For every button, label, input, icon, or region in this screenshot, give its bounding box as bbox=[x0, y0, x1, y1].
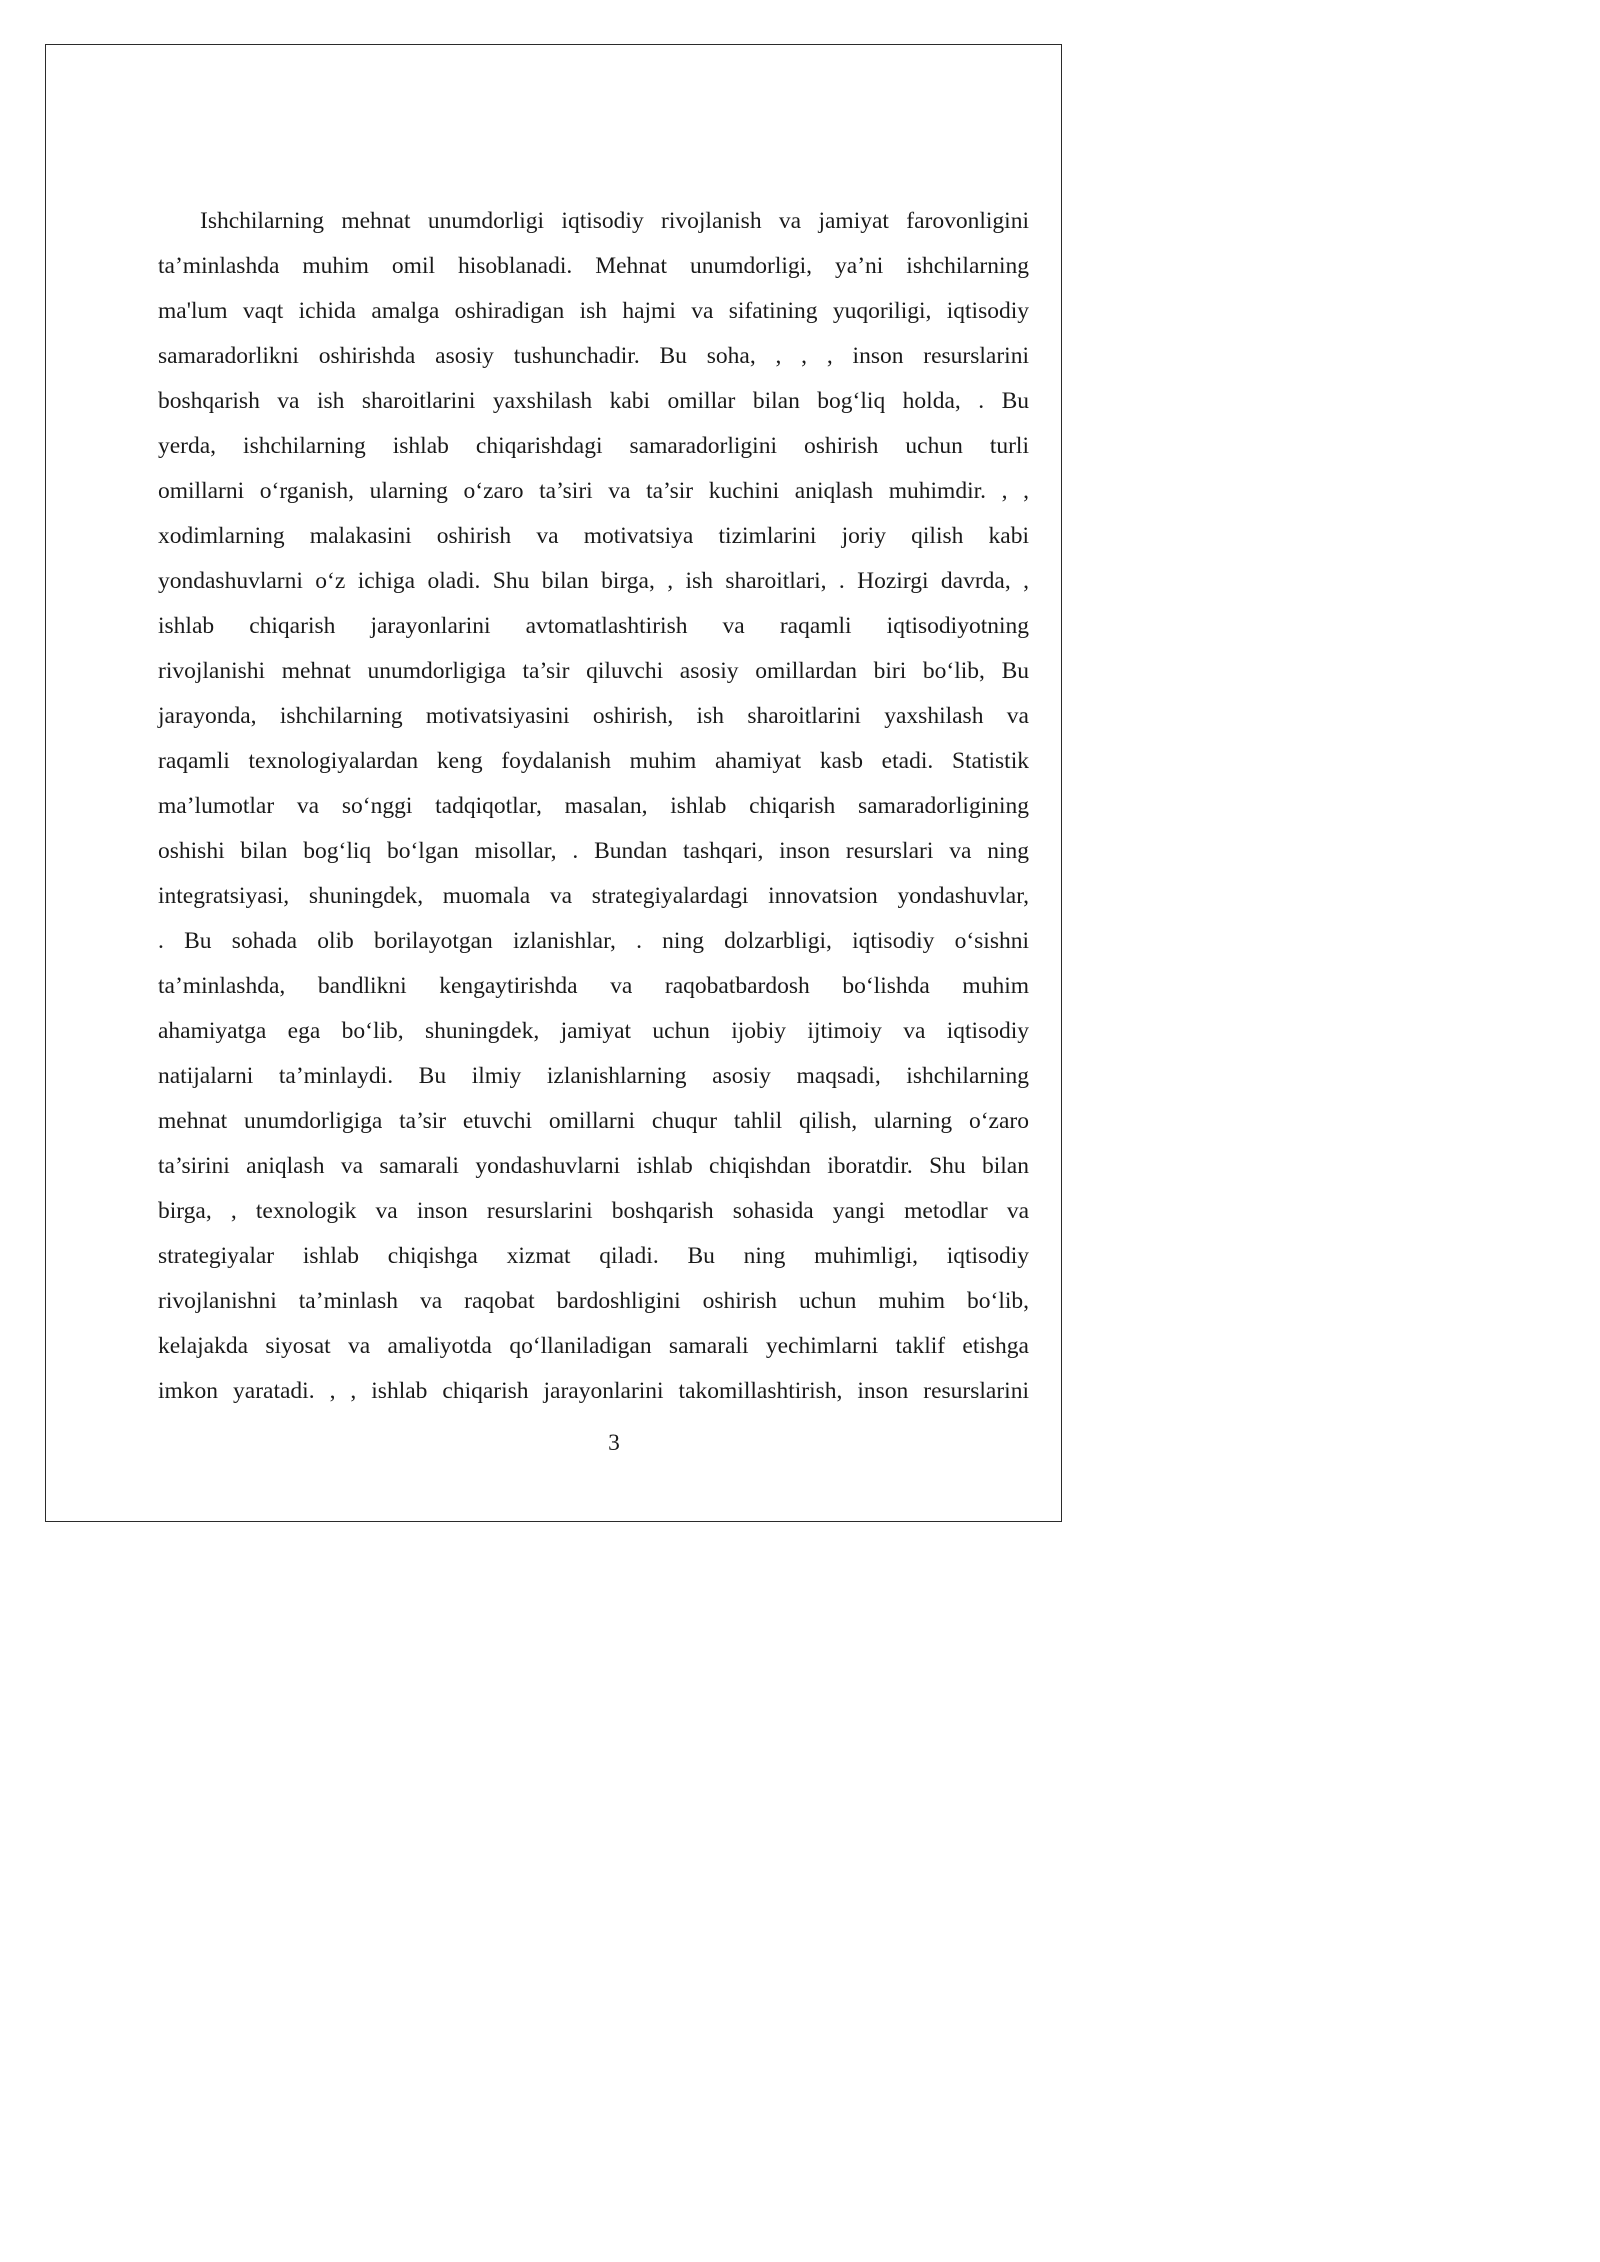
paragraph-line: oshishi bilan bog‘liq bo‘lgan misollar, . Bundan tashqari, inson resurslari va ning bbox=[158, 838, 1029, 864]
paragraph-line: ishlab chiqarish jarayonlarini avtomatlashtirish va raqamli iqtisodiyotning bbox=[158, 613, 1029, 639]
body-paragraph bbox=[158, 199, 1029, 1414]
paragraph-line: integratsiyasi, shuningdek, muomala va strategiyalardagi innovatsion yondashuvlar, bbox=[158, 883, 1029, 909]
paragraph-line: ta’minlashda, bandlikni kengaytirishda va raqobatbardosh bo‘lishda muhim bbox=[158, 973, 1029, 999]
paragraph-line: rivojlanishni ta’minlash va raqobat bardoshligini oshirish uchun muhim bo‘lib, bbox=[158, 1288, 1029, 1314]
paragraph-line: yondashuvlarni o‘z ichiga oladi. Shu bilan birga, , ish sharoitlari, . Hozirgi davrda, , bbox=[158, 568, 1029, 594]
paragraph-line: imkon yaratadi. , , ishlab chiqarish jarayonlarini takomillashtirish, inson resurslarini bbox=[158, 1378, 1029, 1404]
paragraph-line: Ishchilarning mehnat unumdorligi iqtisodiy rivojlanish va jamiyat farovonligini bbox=[200, 208, 1029, 234]
paragraph-line: strategiyalar ishlab chiqishga xizmat qiladi. Bu ning muhimligi, iqtisodiy bbox=[158, 1243, 1029, 1269]
paragraph-line: ahamiyatga ega bo‘lib, shuningdek, jamiyat uchun ijobiy ijtimoiy va iqtisodiy bbox=[158, 1018, 1029, 1044]
paragraph-line: kelajakda siyosat va amaliyotda qo‘llaniladigan samarali yechimlarni taklif etishga bbox=[158, 1333, 1029, 1359]
paragraph-line: natijalarni ta’minlaydi. Bu ilmiy izlanishlarning asosiy maqsadi, ishchilarning bbox=[158, 1063, 1029, 1089]
page-number: 3 bbox=[608, 1430, 620, 1456]
paragraph-line: rivojlanishi mehnat unumdorligiga ta’sir qiluvchi asosiy omillardan biri bo‘lib, Bu bbox=[158, 658, 1029, 684]
paragraph-line: birga, , texnologik va inson resurslarini boshqarish sohasida yangi metodlar va bbox=[158, 1198, 1029, 1224]
paragraph-line: boshqarish va ish sharoitlarini yaxshilash kabi omillar bilan bog‘liq holda, . Bu bbox=[158, 388, 1029, 414]
paragraph-line: ma’lumotlar va so‘nggi tadqiqotlar, masalan, ishlab chiqarish samaradorligining bbox=[158, 793, 1029, 819]
paragraph-line: raqamli texnologiyalardan keng foydalanish muhim ahamiyat kasb etadi. Statistik bbox=[158, 748, 1029, 774]
paragraph-line: ta’sirini aniqlash va samarali yondashuvlarni ishlab chiqishdan iboratdir. Shu bilan bbox=[158, 1153, 1029, 1179]
paragraph-line: xodimlarning malakasini oshirish va motivatsiya tizimlarini joriy qilish kabi bbox=[158, 523, 1029, 549]
paragraph-line: jarayonda, ishchilarning motivatsiyasini oshirish, ish sharoitlarini yaxshilash va bbox=[158, 703, 1029, 729]
paragraph-line: ma'lum vaqt ichida amalga oshiradigan ish hajmi va sifatining yuqoriligi, iqtisodiy bbox=[158, 298, 1029, 324]
paragraph-line: omillarni o‘rganish, ularning o‘zaro ta’siri va ta’sir kuchini aniqlash muhimdir. , , bbox=[158, 478, 1029, 504]
paragraph-line: . Bu sohada olib borilayotgan izlanishlar, . ning dolzarbligi, iqtisodiy o‘sishni bbox=[158, 928, 1029, 954]
paragraph-line: ta’minlashda muhim omil hisoblanadi. Mehnat unumdorligi, ya’ni ishchilarning bbox=[158, 253, 1029, 279]
paragraph-line: samaradorlikni oshirishda asosiy tushunchadir. Bu soha, , , , inson resurslarini bbox=[158, 343, 1029, 369]
paragraph-line: mehnat unumdorligiga ta’sir etuvchi omillarni chuqur tahlil qilish, ularning o‘zaro bbox=[158, 1108, 1029, 1134]
paragraph-line: yerda, ishchilarning ishlab chiqarishdagi samaradorligini oshirish uchun turli bbox=[158, 433, 1029, 459]
